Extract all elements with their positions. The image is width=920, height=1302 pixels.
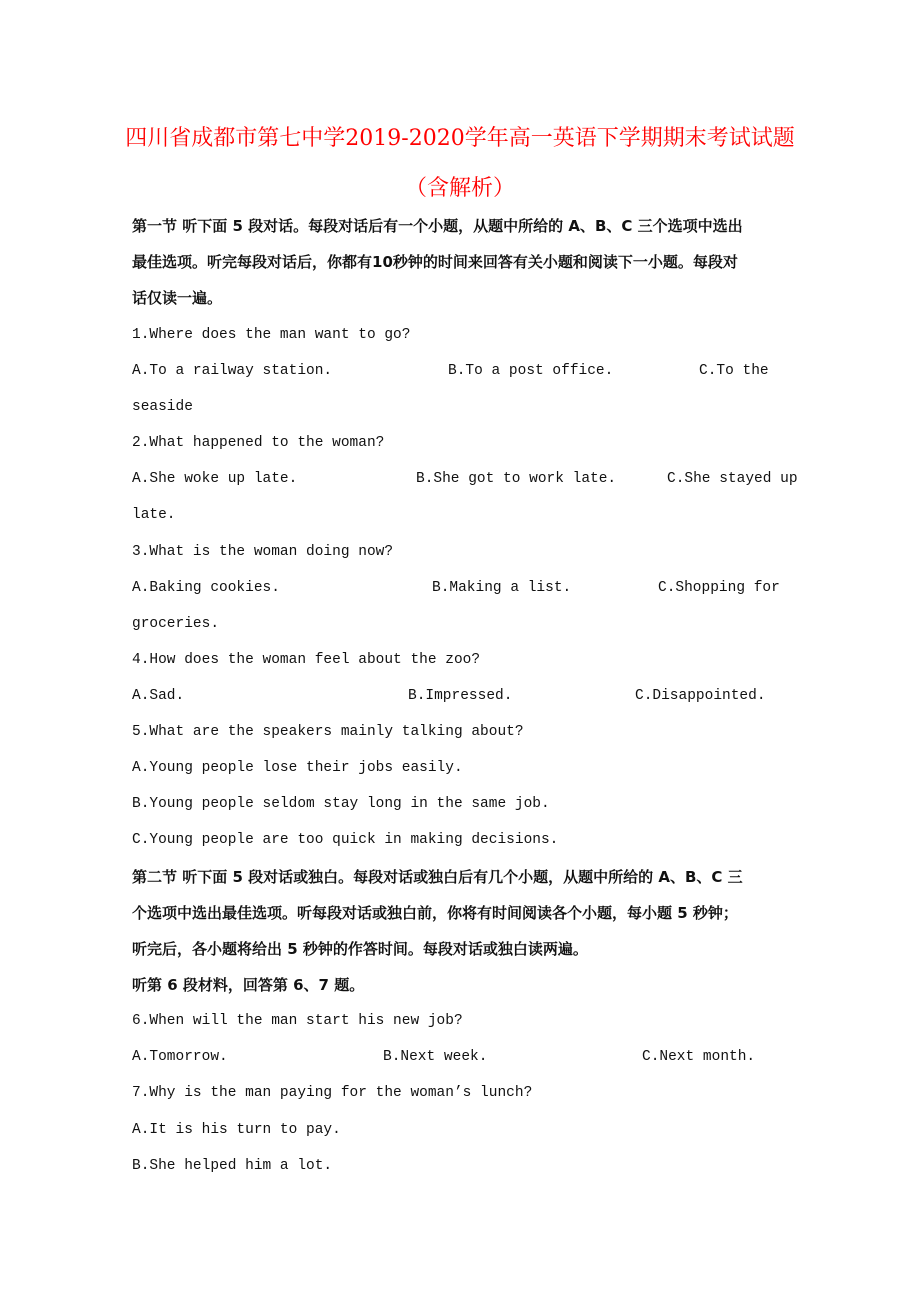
question-stem: 2.What happened to the woman? xyxy=(132,435,385,451)
question-stem: 7.Why is the man paying for the woman’s lunch? xyxy=(132,1085,533,1101)
question-stem: 1.Where does the man want to go? xyxy=(132,327,411,343)
option-c: C.To the xyxy=(699,363,769,379)
section1-instruction-line: 最佳选项。听完每段对话后，你都有10秒钟的时间来回答有关小题和阅读下一小题。每段对 xyxy=(132,253,738,271)
option-wrap: late. xyxy=(132,507,176,523)
option-b: B.She helped him a lot. xyxy=(132,1158,333,1174)
option-c: C.Young people are too quick in making decisions. xyxy=(132,832,559,848)
section2-instruction-line: 第二节 听下面 5 段对话或独白。每段对话或独白后有几个小题，从题中所给的 A、B、C 三 xyxy=(132,868,743,886)
question-stem: 3.What is the woman doing now? xyxy=(132,544,394,560)
option-b: B.She got to work late. xyxy=(416,471,617,487)
option-b: B.Impressed. xyxy=(408,688,513,704)
option-b: B.Next week. xyxy=(383,1049,488,1065)
option-a: A.Sad. xyxy=(132,688,185,704)
option-c: C.Next month. xyxy=(642,1049,756,1065)
question-stem: 6.When will the man start his new job? xyxy=(132,1013,463,1029)
option-b: B.Making a list. xyxy=(432,580,572,596)
option-c: C.She stayed up xyxy=(667,471,798,487)
option-a: A.It is his turn to pay. xyxy=(132,1122,341,1138)
option-a: A.She woke up late. xyxy=(132,471,298,487)
option-b: B.To a post office. xyxy=(448,363,614,379)
option-a: A.Baking cookies. xyxy=(132,580,280,596)
option-wrap: seaside xyxy=(132,399,193,415)
option-a: A.Tomorrow. xyxy=(132,1049,228,1065)
option-c: C.Shopping for xyxy=(658,580,780,596)
section2-instruction-line: 个选项中选出最佳选项。听每段对话或独白前，你将有时间阅读各个小题，每小题 5 秒钟； xyxy=(132,904,738,922)
material-note: 听第 6 段材料，回答第 6、7 题。 xyxy=(132,976,365,994)
option-b: B.Young people seldom stay long in the same job. xyxy=(132,796,550,812)
section1-instruction-line: 第一节 听下面 5 段对话。每段对话后有一个小题，从题中所给的 A、B、C 三个选项中选出 xyxy=(132,217,743,235)
option-a: A.Young people lose their jobs easily. xyxy=(132,760,463,776)
section1-instruction-line: 话仅读一遍。 xyxy=(132,289,223,307)
section2-instruction-line: 听完后，各小题将给出 5 秒钟的作答时间。每段对话或独白读两遍。 xyxy=(132,940,588,958)
document-subtitle: （含解析） xyxy=(404,176,515,201)
document-title: 四川省成都市第七中学2019-2020学年高一英语下学期期末考试试题 xyxy=(125,126,795,151)
question-stem: 5.What are the speakers mainly talking about? xyxy=(132,724,524,740)
option-c: C.Disappointed. xyxy=(635,688,766,704)
option-a: A.To a railway station. xyxy=(132,363,333,379)
question-stem: 4.How does the woman feel about the zoo? xyxy=(132,652,481,668)
option-wrap: groceries. xyxy=(132,616,220,632)
